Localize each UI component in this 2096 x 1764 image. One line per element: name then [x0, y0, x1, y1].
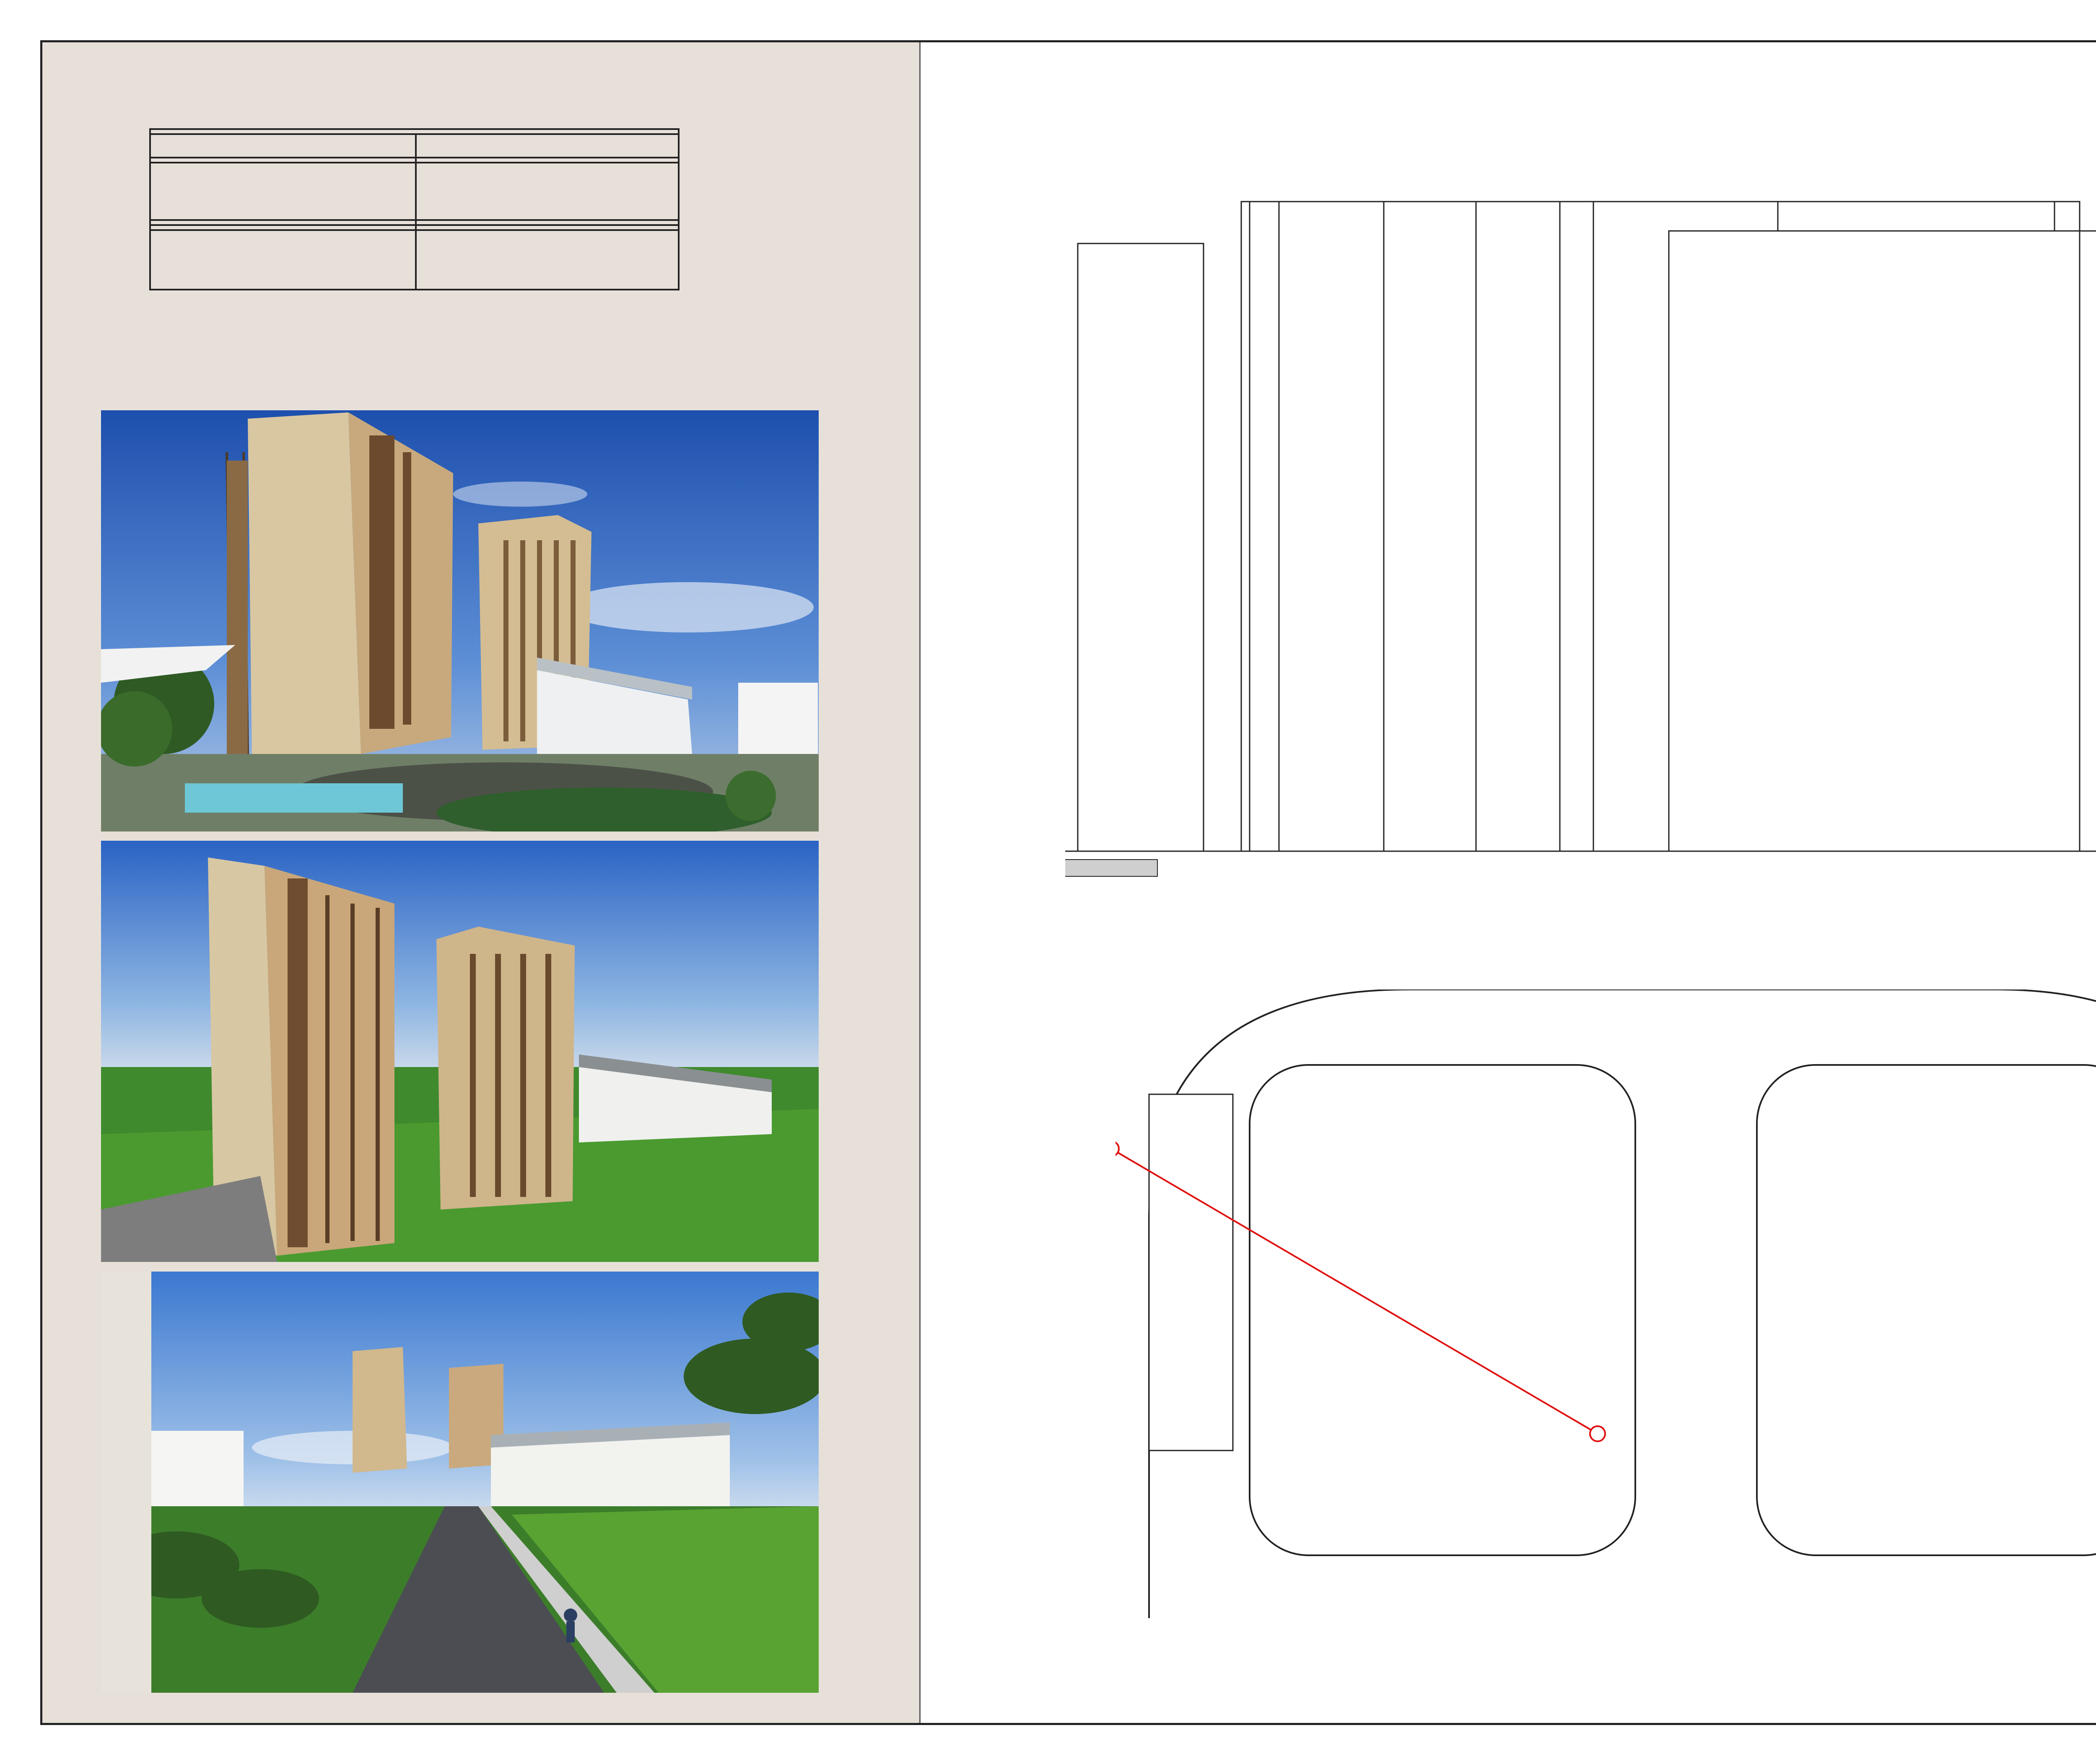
row-label [150, 163, 416, 220]
basement-plan-drawing [1115, 989, 2096, 1620]
row-value [416, 225, 679, 230]
table-row [150, 158, 679, 163]
table-row [150, 163, 679, 220]
row-value [416, 158, 679, 163]
row-label [150, 158, 416, 163]
row-value [416, 134, 679, 158]
render-view-1 [101, 410, 819, 831]
table-row [150, 220, 679, 225]
row-label [150, 225, 416, 230]
info-panel [42, 42, 921, 1723]
section-drawing [1065, 147, 2096, 904]
render-view-3 [101, 1272, 819, 1693]
drawing-sheet [40, 40, 2096, 1725]
row-value [416, 163, 679, 220]
render-view-2 [101, 841, 819, 1262]
row-value [416, 220, 679, 225]
sheet-title [116, 65, 121, 96]
table-row [150, 230, 679, 290]
area-statement-table [149, 128, 680, 290]
row-label [150, 220, 416, 225]
area-statement-header [150, 129, 679, 134]
row-label [150, 134, 416, 158]
row-label [150, 230, 416, 290]
table-row [150, 134, 679, 158]
row-value [416, 230, 679, 290]
table-row [150, 225, 679, 230]
